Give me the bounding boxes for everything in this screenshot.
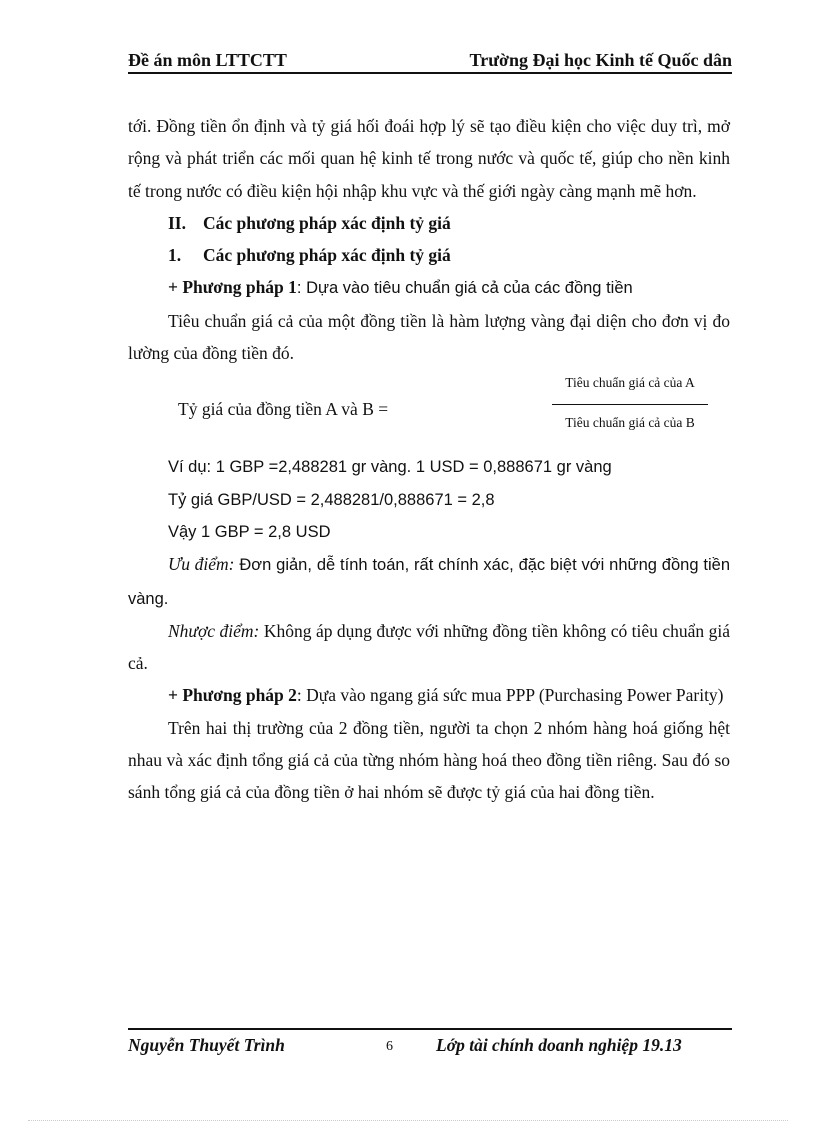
subsection-title: Các phương pháp xác định tỷ giá [203, 245, 451, 266]
section-heading [128, 207, 730, 239]
footer-author: Nguyễn Thuyết Trình [128, 1035, 285, 1055]
disadvantage-paragraph [128, 615, 730, 680]
paragraph-definition: Tiêu chuẩn giá cả của một đồng tiền là hàm lượng vàng đại diện cho đơn vị đo lường của đồng tiền đó. [128, 310, 730, 364]
subsection-heading [128, 239, 730, 271]
header-university: Trường Đại học Kinh tế Quốc dân [469, 50, 732, 70]
section-title: Các phương pháp xác định tỷ giá [203, 212, 451, 233]
formula-fraction [552, 373, 708, 435]
method-2-text: : Dựa vào ngang giá sức mua PPP (Purchasing Power Parity) [296, 685, 724, 706]
page-header [128, 48, 732, 74]
document-body [128, 110, 730, 809]
method-1-label: Phương pháp 1 [182, 277, 297, 298]
page-footer [128, 1028, 732, 1060]
paragraph-ppp: Trên hai thị trường của 2 đồng tiền, người ta chọn 2 nhóm hàng hoá giống hệt nhau và xác định tổng giá cả của từng nhóm hàng hoá theo đồng tiền riêng. Sau đó so sánh tổng giá cả của đồng tiền ở hai nhóm sẽ được tỷ giá của hai đồng tiền. [128, 717, 730, 803]
subsection-number: 1. [168, 245, 182, 266]
page-edge-divider [28, 1120, 788, 1121]
method-2-label: Phương pháp 2 [182, 685, 297, 706]
section-number: II. [168, 212, 186, 233]
method-1-text: : Dựa vào tiêu chuẩn giá cả của các đồng tiền [296, 279, 633, 298]
paragraph-intro: tới. Đồng tiền ổn định và tỷ giá hối đoái hợp lý sẽ tạo điều kiện cho việc duy trì, mở rộng và phát triển các mối quan hệ kinh tế trong nước và quốc tế, giúp cho nền kinh tế trong nước có điều kiện hội nhập khu vực và thế giới ngày càng mạnh mẽ hơn. [128, 116, 730, 201]
formula-numerator: Tiêu chuẩn giá cả của A [565, 375, 695, 391]
footer-class-name: Lớp tài chính doanh nghiệp 19.13 [436, 1035, 682, 1055]
header-course-title: Đề án môn LTTCTT [128, 50, 287, 70]
exchange-rate-formula [128, 373, 730, 443]
method-1-line [128, 271, 730, 304]
page-number: 6 [386, 1039, 393, 1054]
method-2-prefix: + [168, 685, 183, 706]
advantage-label: Ưu điểm: [168, 554, 235, 575]
example-line-3: Vậy 1 GBP = 2,8 USD [168, 522, 331, 541]
disadvantage-label: Nhược điểm: [168, 620, 260, 641]
fraction-bar [552, 404, 708, 405]
advantage-paragraph [128, 548, 730, 615]
example-line-1: Ví dụ: 1 GBP =2,488281 gr vàng. 1 USD = 0,888671 gr vàng [168, 458, 612, 477]
method-2-line [128, 679, 730, 711]
example-line-2: Tỷ giá GBP/USD = 2,488281/0,888671 = 2,8 [168, 490, 495, 509]
formula-denominator: Tiêu chuẩn giá cả của B [565, 415, 695, 431]
disadvantage-text: Không áp dụng được với những đồng tiền không có tiêu chuẩn giá cả. [128, 620, 731, 674]
formula-lhs: Tỷ giá của đồng tiền A và B = [178, 399, 389, 420]
method-1-prefix: + [168, 277, 183, 298]
advantage-text: Đơn giản, dễ tính toán, rất chính xác, đặc biệt với những đồng tiền vàng. [128, 556, 730, 608]
